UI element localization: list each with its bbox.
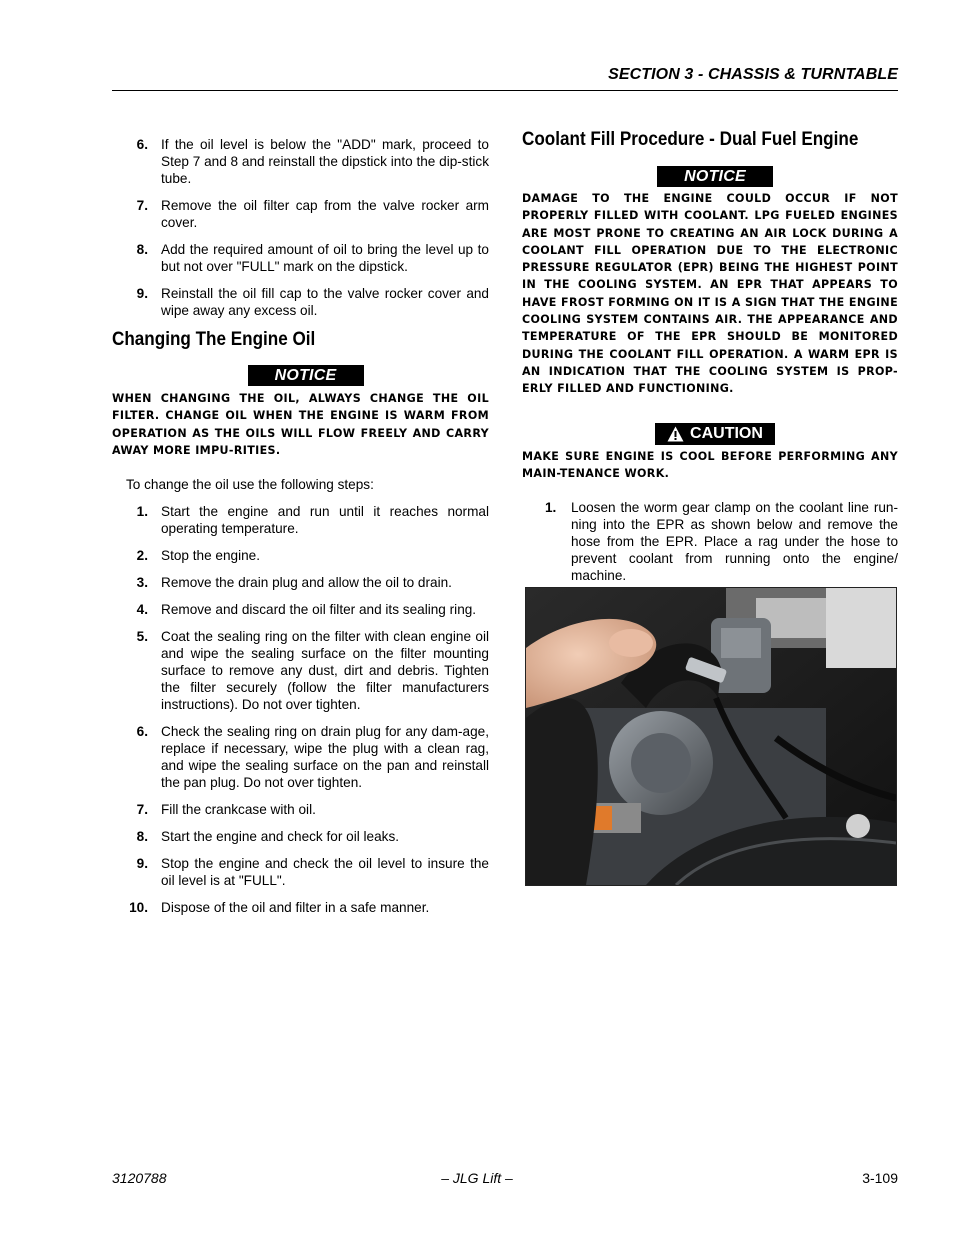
list-item: 7. Remove the oil filter cap from the valve rocker arm cover. [136,198,489,230]
list-item: 10. Dispose of the oil and filter in a safe manner. [129,900,430,916]
doc-number: 3120788 [112,1170,167,1186]
epr-hose-photo [525,587,897,886]
intro-text: To change the oil use the following steps: [126,477,374,493]
oil-change-steps-list [112,503,489,916]
caution-text: MAKE SURE ENGINE IS COOL BEFORE PERFORMING ANY MAIN-TENANCE WORK. [522,449,898,480]
caution-badge-wrap [522,423,898,446]
list-item: 3. Remove the drain plug and allow the oil to drain. [136,575,452,591]
page-number: 3-109 [862,1170,898,1186]
notice-badge: NOTICE [248,365,364,386]
caution-label: CAUTION [690,424,763,442]
list-item: 1. Start the engine and run until it reaches normal operating temperature. [136,504,489,537]
list-item: 9. Stop the engine and check the oil level to insure the oil level is at "FULL". [136,856,489,889]
list-item: 8. Start the engine and check for oil leaks. [136,829,400,845]
step-number: 1. [545,500,557,516]
coolant-step-1 [522,499,898,584]
list-item: 6. If the oil level is below the "ADD" mark, proceed to Step 7 and 8 and reinstall the dipstick into the dip-stick tube. [136,137,489,186]
section-title: SECTION 3 - CHASSIS & TURNTABLE [608,66,898,83]
caution-badge [655,423,775,445]
list-item: 8. Add the required amount of oil to bring the level up to but not over "FULL" mark on the dipstick. [136,242,489,274]
list-item: 5. Coat the sealing ring on the filter with clean engine oil and wipe the sealing surface on the filter mounting surface to remove any dust, dirt and debris. Tighten the filter securely (follow the filter manufacturers instructions). Do not over tighten. [136,629,489,713]
step-text: Loosen the worm gear clamp on the coolant line run-ning into the EPR as shown below and remove the hose from the EPR. Place a rag under the hose to prevent coolant from running onto the engine/ machine. [571,500,898,584]
footer-center: – JLG Lift – [441,1170,513,1186]
notice-text: DAMAGE TO THE ENGINE COULD OCCUR IF NOT PROPERLY FILLED WITH COOLANT. LPG FUELED ENGINES ARE MOST PRONE TO CREATING AN AIR LOCK DURING A COOLANT FILL OPERATION DUE TO THE ELECTRONIC PRESSURE REGULATOR (EPR) BEING THE HIGHEST POINT IN THE COOLING SYSTEM. AN EPR THAT APPEARS TO HAVE FROST FORMING ON IT IS A SIGN THAT THE ENGINE COOLING SYSTEM CONTAINS AIR. THE APPEARANCE AND TEMPERATURE OF THE EPR SHOULD BE MONITORED DURING THE COOLANT FILL OPERATION. A WARM EPR IS AN INDICATION THAT THE COOLING SYSTEM IS PROP-ERLY FILLED AND FUNCTIONING. [522,192,898,396]
engine-photo-illustration [526,588,896,885]
notice-badge-wrap [112,365,489,386]
left-column [112,136,489,926]
notice-badge-wrap [522,166,898,187]
right-column [522,131,898,584]
notice-badge: NOTICE [657,166,773,187]
list-item: 2. Stop the engine. [136,548,261,564]
list-item: 4. Remove and discard the oil filter and its sealing ring. [136,602,477,618]
coolant-fill-heading: Coolant Fill Procedure - Dual Fuel Engine [522,129,859,150]
warning-triangle-icon [667,426,684,442]
list-item: 9. Reinstall the oil fill cap to the valve rocker cover and wipe away any excess oil. [136,286,489,318]
changing-oil-heading: Changing The Engine Oil [112,329,316,350]
list-item: 6. Check the sealing ring on drain plug for any dam-age, replace if necessary, wipe the plug with a clean rag, and wipe the sealing surface on the pan and reinstall the pan plug. Do not over tighten. [136,724,489,791]
page-header [112,62,898,91]
top-steps-list [112,136,489,319]
list-item: 7. Fill the crankcase with oil. [136,802,316,818]
notice-text: WHEN CHANGING THE OIL, ALWAYS CHANGE THE OIL FILTER. CHANGE OIL WHEN THE ENGINE IS WARM FROM OPERATION AS THE OILS WILL FLOW FREELY AND CARRY AWAY MORE IMPU-RITIES. [112,392,489,457]
